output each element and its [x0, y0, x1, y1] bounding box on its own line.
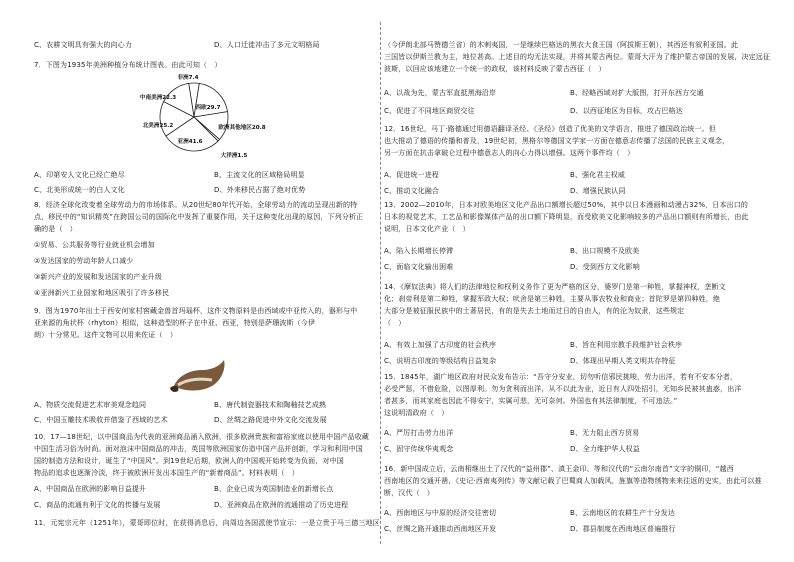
question-text-line: A、严厉打击劳力出洋 [384, 429, 454, 437]
answer-option: B、唐代制瓷器技术和陶釉技艺成熟 [214, 401, 327, 409]
question-text-line: 11．元宪宗元年（1251年），蒙哥即位时，在获得消息后，向周边各国派使节宣示：一是立贵于马三德三地区 [34, 519, 380, 527]
pie-label-1: 西欧29.7 [195, 105, 221, 111]
question-text-line: A、西南地区与中原的经济交往密切 [384, 509, 497, 517]
answer-option: B、经略西域对扩大版图，打开东西方交通 [570, 89, 704, 97]
question-text-line: 亚来源的角状杯（rhyton）相似，这种造型的杯子在中亚、西亚，特别是萨珊波斯（今伊 [34, 319, 316, 327]
question-text-line: 15．1845年，湖广地区政府对民众发布告示：“吾守分安业，切勿听信邪民挑唆，劳力出洋，若有不安本分者， [384, 373, 738, 381]
question-text-line: C、北美形成统一的白人文化 [34, 186, 125, 194]
question-text-line: C、推动文化融合 [384, 187, 440, 195]
question-text-line: 物品的追求也逐渐冷淡，终于被欧洲开发出本国生产的“新着商品”。材料表明（ ） [34, 469, 299, 477]
question-text-line: 12．16世纪，马丁·路德通过用德语翻译圣经、《圣经》创造了优美的文学语言，推进了德国政治统一。但 [384, 125, 716, 133]
question-text-line: 朗）十分常见。这件文物可以用来佐证（ ） [34, 331, 177, 339]
pie-label-2: 欧洲其他地区20.8 [218, 125, 266, 131]
answer-option: D、受到西方文化影响 [570, 263, 640, 271]
question-text-line: 西南地区的交通开凿，《史记·西南夷列传》等文献记载了巴蜀商人加载风，旌旗等造物绣物来来往返的史实，由此可以推 [384, 477, 762, 485]
pie-slice-1 [194, 83, 228, 117]
question-text-line: C、固守传统华夷观念 [384, 445, 454, 453]
question-text-line: 9．图为1970年出土于西安何家村窖藏金兽首玛瑙杯，这件文物原料是由西域或中亚传入的，器形与中 [34, 307, 358, 315]
answer-option: D、全力维护华人权益 [570, 445, 640, 453]
question-text-line: ②发达国家的劳动年龄人口减少 [34, 257, 134, 265]
answer-option: B、无力阻止西方贸易 [570, 429, 640, 437]
question-text-line: 中国生活习俗为时尚。面对泡沫中国商品的冲击，英国等欧洲国家仿造中国产品并创新，学习和利用中国 [34, 445, 363, 453]
agate-cup-image [168, 356, 228, 396]
question-text-line: 也大推动了德语的传播和普及，19世纪初，黑格尔等德国文学家一方面在德意志传播了法国的民族主义观念， [384, 137, 730, 145]
pie-label-4: 亚洲41.6 [177, 139, 203, 145]
question-text-line: 化；刹帝利是第二种姓，掌握军政大权；吠舍是第三种姓，主要从事农牧业和商业；首陀罗是第四种姓，绝 [384, 295, 721, 303]
answer-option: D、外来移民占据了绝对优势 [214, 186, 306, 194]
question-text-line: 8．经济全球化改变着全球劳动力的市场体系。从20世纪80年代开始，全球劳动力的流动呈现出新的特 [34, 201, 358, 209]
pie-label-0: 非洲7.4 [177, 75, 199, 81]
answer-option: D、增强民族认同 [570, 187, 626, 195]
question-text-line: 波斯，以回应该地建立一个统一的政权，该材料反映了蒙古西征（ ） [384, 65, 606, 73]
question-text-line: A、物质交流促进艺术审美观念趋同 [34, 401, 147, 409]
question-text-line: 16．新中国成立后，云南相继出土了汉代的“益州郡”、滇王金印、等和汉代的“云南尔南首”文字的铜印，“越西 [384, 465, 734, 473]
question-text-line: A、促进统一进程 [384, 171, 439, 179]
question-text-line: 三国皆以伊斯兰教为主，地位甚高。上述目的均无法实现，并将其蒙古两位。蒙哥大汗为了维护蒙古帝国的发展，决定远征 [384, 53, 771, 61]
answer-option: B、主流文化的区域格局明显 [214, 171, 305, 179]
question-text-line: 13．2002—2010年，日本对欧美地区文化产品出口额增长超过50%，其中以日本漫画和动漫占32%，日本出口的 [384, 201, 749, 209]
cup-head [170, 386, 178, 392]
question-text-line: 另一方面在抗击拿破仑过程中德意志人的向心力得以增强。这两个事件均（ ） [384, 149, 635, 157]
pie-label-5: 北美洲25.2 [142, 123, 174, 129]
question-text-line: 说明，日本文化产业（ ） [384, 225, 470, 233]
question-text-line: 大部分是被征服民族中的土著居民，有的是失去土地而过日的自由人，有的沦为奴隶，这些规定 [384, 307, 685, 315]
answer-option: D、体现出早期人类文明共存特征 [570, 357, 676, 365]
question-text-line: 14．《摩奴法典》将人们的法律地位和权利义务作了更为严格的区分，婆罗门是第一种姓，掌握神权，垄断文 [384, 283, 726, 291]
answer-option: D、人口迁徙冲击了多元文明格局 [214, 41, 320, 49]
question-text-line: 必受严惩，不惜危险，以图厚利。勿为贪利而出洋，从不以此为业，近日有人四处招引，无知乡民被其蛊惑，出洋 [384, 385, 742, 393]
question-text-line: A、有效上加强了古印度的社会秩序 [384, 341, 497, 349]
answer-option: D、郡县制度在西南地区普遍推行 [570, 525, 676, 533]
question-text-line: C、农耕文明具有强大的向心力 [34, 41, 132, 49]
answer-option: D、亚洲商品在欧洲的流通推动了历史进程 [214, 501, 349, 509]
question-text-line: A、中国商品在欧洲的影响日益提升 [34, 485, 147, 493]
question-text-line: ④亚洲新兴工业国家和地区吸引了许多移民 [34, 289, 170, 297]
answer-option: B、强化君主权威 [570, 171, 626, 179]
question-text-line: 这说明清政府（ ） [384, 409, 449, 417]
pie-label-3: 大洋洲1.5 [220, 153, 248, 159]
answer-option: B、出口规模不及欧美 [570, 247, 640, 255]
question-text-line: 确的是（ ） [34, 225, 77, 233]
question-text-line: C、说明古印度的等级结构日益复杂 [384, 357, 497, 365]
question-text-line: C、中国玉雕技术吸收并借鉴了西域的艺术 [34, 416, 168, 424]
answer-option: D、丝绸之路促进中外文化交流发展 [214, 416, 327, 424]
cup-body [174, 360, 225, 391]
question-text-line: 点，移民中的“知识精英”在跨国公司的国际化中发挥了重要作用，关于这种变化出现的原因，下列分析正 [34, 213, 364, 221]
question-text-line: （ ） [384, 319, 406, 327]
answer-option: B、企业已成为英国制造业的新增长点 [214, 485, 334, 493]
answer-option: B、旨在利用宗教手段维护社会秩序 [570, 341, 683, 349]
question-text-line: C、商品的流通有利于文化的传播与发展 [34, 501, 161, 509]
question-text-line: 10．17—18世纪，以中国商品为代表的亚洲商品涌入欧洲，很多欧洲贵族和富裕家庭以使用中国产品收藏 [34, 433, 370, 441]
question-text-line: C、促进了不同地区商贸交往 [384, 107, 475, 115]
question-text-line: C、面临文化输出困难 [384, 263, 454, 271]
question-text-line: A、陷入长期增长停滞 [384, 247, 454, 255]
pie-chart [139, 73, 270, 161]
question-text-line: （今伊朗北部马赞德兰省）的木剌夷国，一是继续巴格达的黑衣大食王国（阿拔斯王朝），其西还有叙利亚国。此 [384, 41, 738, 49]
pie-label-6: 中南美洲22.3 [139, 95, 177, 101]
question-text-line: A、以战为先，蒙古军直抵黑海沿岸 [384, 89, 497, 97]
question-text-line: 断，汉代（ ） [384, 489, 435, 497]
question-text-line: ③新兴产业的发展和发达国家的产业升级 [34, 273, 162, 281]
answer-option: D、以西征地区为目标，攻占巴格达 [570, 107, 683, 115]
answer-option: B、云南地区的农耕生产十分发达 [570, 509, 676, 517]
question-text-line: C、丝绸之路开通推动西南地区开发 [384, 525, 497, 533]
question-text-line: 日本的视觉艺术，工艺品和影像媒体产品的出口额下降明显，而受欧美文化影响较多的产品出口额则有所增长，由此 [384, 213, 749, 221]
question-text-line: 国的制造方法和设计，诞生了“中国风”。到19世纪后期，欧洲人的中国观开始转变为负面，对中国 [34, 457, 344, 465]
question-text-line: 7．下图为1935年美洲种植分布统计图表。由此可知（ ） [34, 61, 222, 69]
column-divider [380, 22, 381, 544]
question-text-line: 者甚多，而其家庭也因此不得安宁，实属可悲，无可奈何。外国也有其法律制度，不可违法。” [384, 397, 678, 405]
question-text-line: ①贸易、公共服务等行业就业机会增加 [34, 241, 155, 249]
question-text-line: A、印第安人文化已经亡绝尽 [34, 171, 125, 179]
